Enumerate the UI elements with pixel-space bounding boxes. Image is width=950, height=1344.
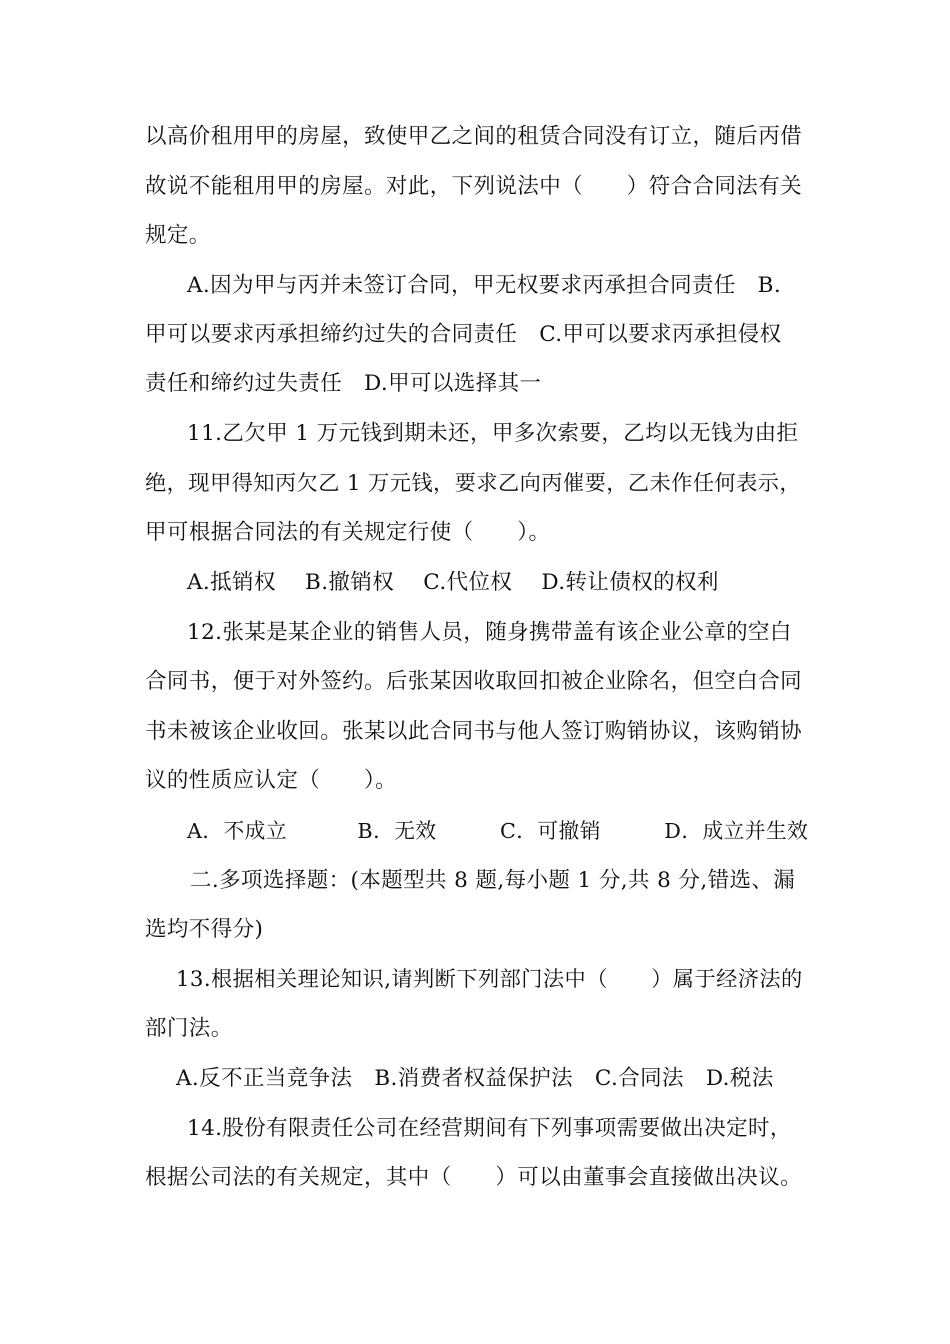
question-14: 14.股份有限责任公司在经营期间有下列事项需要做出决定时， (187, 1116, 792, 1141)
text-line: 部门法。 (145, 1016, 233, 1041)
option-line: A.因为甲与丙并未签订合同，甲无权要求丙承担合同责任 B. (187, 273, 782, 298)
option-line: 甲可以要求丙承担缔约过失的合同责任 C.甲可以要求丙承担侵权 (145, 322, 782, 347)
text-line: 选均不得分) (145, 917, 264, 942)
question-13: 13.根据相关理论知识,请判断下列部门法中（ ）属于经济法的 (176, 967, 803, 992)
option-line: 责任和缔约过失责任 D.甲可以选择其一 (145, 371, 542, 396)
text-line: 合同书，便于对外签约。后张某因收取回扣被企业除名，但空白合同 (145, 669, 803, 694)
text-line: 绝，现甲得知丙欠乙 1 万元钱，要求乙向丙催要，乙未作任何表示， (145, 471, 802, 496)
text-line: 甲可根据合同法的有关规定行使（ ）。 (145, 520, 551, 545)
option-line: A.反不正当竞争法 B.消费者权益保护法 C.合同法 D.税法 (176, 1066, 774, 1091)
text-line: 故说不能租用甲的房屋。对此，下列说法中（ ）符合合同法有关 (145, 174, 803, 199)
question-11: 11.乙欠甲 1 万元钱到期未还，甲多次索要，乙均以无钱为由拒 (187, 421, 799, 446)
text-line: 规定。 (145, 223, 211, 248)
option-line: A．不成立 B．无效 C．可撤销 D．成立并生效 (187, 819, 809, 843)
text-line: 议的性质应认定（ ）。 (145, 768, 398, 793)
section-heading: 二.多项选择题：(本题型共 8 题,每小题 1 分,共 8 分,错选、漏 (190, 868, 796, 893)
question-12: 12.张某是某企业的销售人员，随身携带盖有该企业公章的空白 (187, 620, 792, 645)
text-line: 根据公司法的有关规定，其中（ ）可以由董事会直接做出决议。 (145, 1165, 803, 1190)
text-line: 书未被该企业收回。张某以此合同书与他人签订购销协议，该购销协 (145, 719, 803, 744)
option-line: A.抵销权 B.撤销权 C.代位权 D.转让债权的权利 (187, 570, 719, 595)
text-line: 以高价租用甲的房屋，致使甲乙之间的租赁合同没有订立，随后丙借 (145, 124, 803, 149)
